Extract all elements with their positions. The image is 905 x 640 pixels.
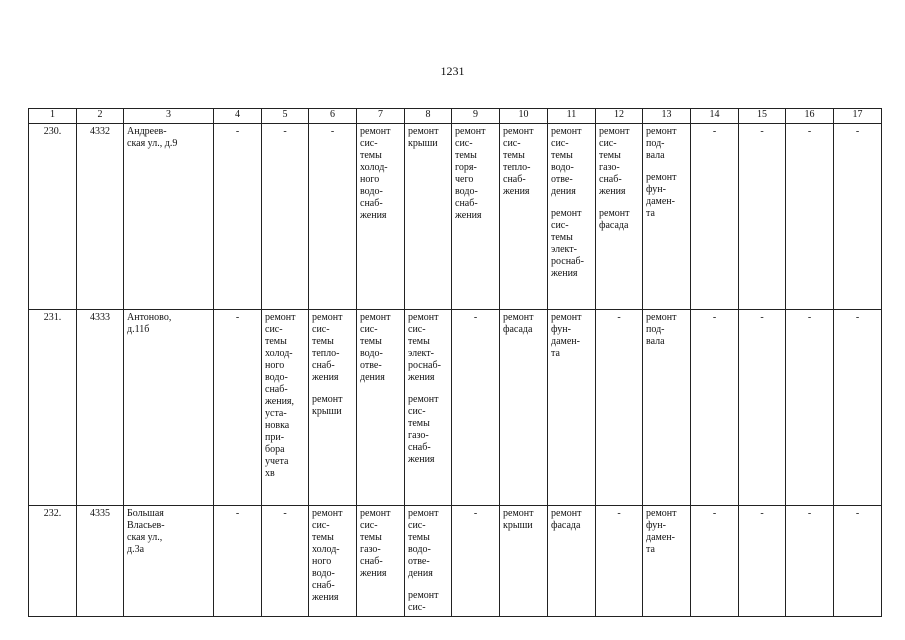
work-text-line: ремонт <box>312 312 343 323</box>
work-text-line: фасада <box>599 220 629 231</box>
work-text-line: отве- <box>408 556 430 567</box>
work-text-line: снаб- <box>312 360 335 371</box>
empty-cell: - <box>452 506 500 617</box>
work-text-line: ремонт <box>646 312 677 323</box>
work-text-line: ремонт <box>551 508 582 519</box>
work-text-line: жения <box>455 210 482 221</box>
work-text-line: ремонт <box>503 312 534 323</box>
work-text-line: горя- <box>455 162 477 173</box>
work-text-line: жения <box>360 568 387 579</box>
work-text-line: элект- <box>408 348 434 359</box>
address-line: ская ул., д.9 <box>127 138 178 149</box>
work-text-line: темы <box>408 418 430 429</box>
row-number: 231. <box>29 310 77 506</box>
repair-work-cell <box>643 124 691 310</box>
work-text-line: крыши <box>408 138 438 149</box>
work-text-line: крыши <box>312 406 342 417</box>
work-text-line: дамен- <box>646 532 675 543</box>
column-header: 13 <box>643 109 691 124</box>
work-text-line: сис- <box>360 138 378 149</box>
empty-cell: - <box>834 506 882 617</box>
work-text-line: ремонт <box>312 508 343 519</box>
work-text-line: ремонт <box>455 126 486 137</box>
empty-cell: - <box>452 310 500 506</box>
work-text-line: дения <box>408 568 433 579</box>
repair-work-item <box>503 508 544 532</box>
work-text-line: сис- <box>408 406 426 417</box>
work-text-line: жения <box>551 268 578 279</box>
column-header: 5 <box>262 109 309 124</box>
work-text-line: элект- <box>551 244 577 255</box>
work-text-line: фун- <box>646 520 666 531</box>
repair-work-item <box>551 312 592 360</box>
work-text-line: ремонт <box>599 126 630 137</box>
repair-work-cell <box>596 124 643 310</box>
work-text-line: снаб- <box>599 174 622 185</box>
work-text-line: газо- <box>408 430 429 441</box>
work-text-line: крыши <box>503 520 533 531</box>
work-text-line: жения <box>312 592 339 603</box>
work-text-line: сис- <box>599 138 617 149</box>
work-text-line: новка <box>265 420 290 431</box>
work-text-line: тепло- <box>503 162 531 173</box>
work-text-line: жения <box>599 186 626 197</box>
building-code: 4335 <box>77 506 124 617</box>
repair-work-item <box>646 126 687 162</box>
repair-work-item <box>503 312 544 336</box>
empty-cell: - <box>596 506 643 617</box>
empty-cell: - <box>739 506 786 617</box>
column-header: 17 <box>834 109 882 124</box>
table-row <box>29 310 882 506</box>
repair-work-cell <box>405 124 452 310</box>
repair-work-cell <box>500 124 548 310</box>
work-text-line: сис- <box>503 138 521 149</box>
work-text-line: жения <box>408 372 435 383</box>
work-text-line: тепло- <box>312 348 340 359</box>
page-number: 1231 <box>440 64 465 78</box>
work-text-line: снаб- <box>265 384 288 395</box>
repair-work-item <box>360 508 401 580</box>
work-text-line: ремонт <box>599 208 630 219</box>
work-text-line: холод- <box>360 162 388 173</box>
work-text-line: ремонт <box>646 508 677 519</box>
column-header: 16 <box>786 109 834 124</box>
work-text-line: ремонт <box>408 590 439 601</box>
work-text-line: темы <box>312 336 334 347</box>
empty-cell: - <box>691 310 739 506</box>
work-text-line: темы <box>360 532 382 543</box>
repair-work-cell <box>262 310 309 506</box>
work-text-line: ремонт <box>408 394 439 405</box>
table-row <box>29 506 882 617</box>
work-text-line: вала <box>646 336 665 347</box>
work-text-line: фун- <box>551 324 571 335</box>
work-text-line: вала <box>646 150 665 161</box>
empty-cell: - <box>739 124 786 310</box>
address-line: Антоново, <box>127 312 172 323</box>
work-text-line: дения <box>551 186 576 197</box>
building-code: 4333 <box>77 310 124 506</box>
work-text-line: сис- <box>312 324 330 335</box>
work-text-line: при- <box>265 432 285 443</box>
repair-work-cell <box>357 506 405 617</box>
work-text-line: сис- <box>408 520 426 531</box>
repair-work-cell <box>548 310 596 506</box>
column-header: 14 <box>691 109 739 124</box>
work-text-line: водо- <box>360 348 383 359</box>
work-text-line: ремонт <box>646 126 677 137</box>
empty-cell: - <box>596 310 643 506</box>
work-text-line: водо- <box>265 372 288 383</box>
work-text-line: чего <box>455 174 474 185</box>
work-text-line: хв <box>265 468 275 479</box>
repair-work-cell <box>405 506 452 617</box>
header-row <box>29 109 882 124</box>
work-text-line: ремонт <box>408 312 439 323</box>
address-line: Большая <box>127 508 164 519</box>
work-text-line: снаб- <box>360 198 383 209</box>
column-header: 12 <box>596 109 643 124</box>
work-text-line: та <box>551 348 560 359</box>
repair-work-item <box>408 394 448 466</box>
work-text-line: уста- <box>265 408 287 419</box>
work-text-line: роснаб- <box>551 256 584 267</box>
work-text-line: учета <box>265 456 289 467</box>
repair-work-item <box>312 394 353 418</box>
work-text-line: ремонт <box>646 172 677 183</box>
repair-work-cell <box>309 506 357 617</box>
repair-work-cell <box>500 506 548 617</box>
work-text-line: жения <box>312 372 339 383</box>
work-text-line: ного <box>265 360 285 371</box>
row-number: 232. <box>29 506 77 617</box>
repair-work-cell <box>548 124 596 310</box>
address-line: Власьев- <box>127 520 165 531</box>
empty-cell: - <box>262 124 309 310</box>
work-text-line: темы <box>360 150 382 161</box>
work-text-line: темы <box>599 150 621 161</box>
repair-work-item <box>646 172 687 220</box>
work-text-line: ремонт <box>408 508 439 519</box>
repair-work-item <box>599 126 639 198</box>
empty-cell: - <box>834 310 882 506</box>
work-text-line: сис- <box>455 138 473 149</box>
table-body <box>29 124 882 617</box>
work-text-line: сис- <box>312 520 330 531</box>
building-address <box>124 310 214 506</box>
work-text-line: газо- <box>599 162 620 173</box>
work-text-line: под- <box>646 324 665 335</box>
work-text-line: жения <box>503 186 530 197</box>
column-header: 6 <box>309 109 357 124</box>
work-text-line: темы <box>265 336 287 347</box>
work-text-line: фасада <box>503 324 533 335</box>
column-header: 4 <box>214 109 262 124</box>
repair-work-cell <box>309 310 357 506</box>
empty-cell: - <box>214 506 262 617</box>
work-text-line: отве- <box>360 360 382 371</box>
work-text-line: жения <box>360 210 387 221</box>
work-text-line: сис- <box>265 324 283 335</box>
work-text-line: фасада <box>551 520 581 531</box>
work-text-line: отве- <box>551 174 573 185</box>
work-text-line: ного <box>312 556 332 567</box>
building-address <box>124 124 214 310</box>
repair-work-cell <box>357 310 405 506</box>
building-code: 4332 <box>77 124 124 310</box>
work-text-line: сис- <box>551 138 569 149</box>
work-text-line: водо- <box>455 186 478 197</box>
repair-work-item <box>599 208 639 232</box>
work-text-line: под- <box>646 138 665 149</box>
column-header: 1 <box>29 109 77 124</box>
row-number: 230. <box>29 124 77 310</box>
repair-work-item <box>646 508 687 556</box>
repair-work-item <box>408 312 448 384</box>
work-text-line: водо- <box>312 568 335 579</box>
empty-cell: - <box>786 124 834 310</box>
work-text-line: ремонт <box>503 508 534 519</box>
repair-work-item <box>551 208 592 280</box>
column-header: 3 <box>124 109 214 124</box>
work-text-line: ремонт <box>551 126 582 137</box>
work-text-line: снаб- <box>312 580 335 591</box>
work-text-line: снаб- <box>360 556 383 567</box>
work-text-line: сис- <box>408 602 426 613</box>
empty-cell: - <box>214 124 262 310</box>
address-line: д.11б <box>127 324 150 335</box>
column-header: 7 <box>357 109 405 124</box>
work-text-line: темы <box>503 150 525 161</box>
repair-work-item <box>408 590 448 614</box>
work-text-line: снаб- <box>408 442 431 453</box>
empty-cell: - <box>786 310 834 506</box>
repair-work-item <box>312 508 353 604</box>
repair-work-item <box>551 508 592 532</box>
repair-work-item <box>503 126 544 198</box>
repair-work-cell <box>500 310 548 506</box>
work-text-line: темы <box>455 150 477 161</box>
empty-cell: - <box>214 310 262 506</box>
work-text-line: ремонт <box>360 126 391 137</box>
repair-work-cell <box>405 310 452 506</box>
empty-cell: - <box>691 124 739 310</box>
repair-work-item <box>360 312 401 384</box>
work-text-line: сис- <box>360 324 378 335</box>
work-text-line: ного <box>360 174 380 185</box>
repair-work-item <box>408 126 448 150</box>
work-text-line: темы <box>408 336 430 347</box>
work-text-line: сис- <box>551 220 569 231</box>
repair-schedule-table <box>28 108 882 617</box>
repair-work-item <box>265 312 305 480</box>
work-text-line: водо- <box>408 544 431 555</box>
work-text-line: сис- <box>408 324 426 335</box>
work-text-line: фун- <box>646 184 666 195</box>
work-text-line: сис- <box>360 520 378 531</box>
column-header: 8 <box>405 109 452 124</box>
empty-cell: - <box>739 310 786 506</box>
empty-cell: - <box>262 506 309 617</box>
work-text-line: снаб- <box>455 198 478 209</box>
work-text-line: та <box>646 544 655 555</box>
work-text-line: ремонт <box>360 312 391 323</box>
repair-work-item <box>312 312 353 384</box>
column-header: 9 <box>452 109 500 124</box>
repair-work-cell <box>643 310 691 506</box>
work-text-line: темы <box>312 532 334 543</box>
work-text-line: снаб- <box>503 174 526 185</box>
work-text-line: ремонт <box>408 126 439 137</box>
work-text-line: дения <box>360 372 385 383</box>
work-text-line: холод- <box>265 348 293 359</box>
address-line: д.3а <box>127 544 145 555</box>
repair-work-item <box>646 312 687 348</box>
work-text-line: дамен- <box>646 196 675 207</box>
work-text-line: газо- <box>360 544 381 555</box>
empty-cell: - <box>786 506 834 617</box>
work-text-line: водо- <box>360 186 383 197</box>
repair-work-item <box>455 126 496 222</box>
building-address <box>124 506 214 617</box>
column-header: 10 <box>500 109 548 124</box>
address-line: ская ул., <box>127 532 163 543</box>
work-text-line: ремонт <box>360 508 391 519</box>
column-header: 15 <box>739 109 786 124</box>
repair-work-item <box>551 126 592 198</box>
work-text-line: ремонт <box>503 126 534 137</box>
empty-cell: - <box>691 506 739 617</box>
work-text-line: бора <box>265 444 285 455</box>
repair-work-cell <box>357 124 405 310</box>
work-text-line: жения, <box>265 396 295 407</box>
repair-work-cell <box>548 506 596 617</box>
column-header: 11 <box>548 109 596 124</box>
work-text-line: ремонт <box>312 394 343 405</box>
work-text-line: холод- <box>312 544 340 555</box>
repair-work-item <box>408 508 448 580</box>
work-text-line: темы <box>408 532 430 543</box>
work-text-line: та <box>646 208 655 219</box>
work-text-line: темы <box>551 150 573 161</box>
repair-work-cell <box>643 506 691 617</box>
work-text-line: ремонт <box>551 208 582 219</box>
work-text-line: темы <box>360 336 382 347</box>
empty-cell: - <box>834 124 882 310</box>
table-row <box>29 124 882 310</box>
work-text-line: ремонт <box>265 312 296 323</box>
work-text-line: темы <box>551 232 573 243</box>
repair-work-item <box>360 126 401 222</box>
work-text-line: водо- <box>551 162 574 173</box>
work-text-line: ремонт <box>551 312 582 323</box>
column-header: 2 <box>77 109 124 124</box>
work-text-line: дамен- <box>551 336 580 347</box>
repair-work-cell <box>452 124 500 310</box>
address-line: Андреев- <box>127 126 167 137</box>
work-text-line: роснаб- <box>408 360 441 371</box>
empty-cell: - <box>309 124 357 310</box>
work-text-line: жения <box>408 454 435 465</box>
